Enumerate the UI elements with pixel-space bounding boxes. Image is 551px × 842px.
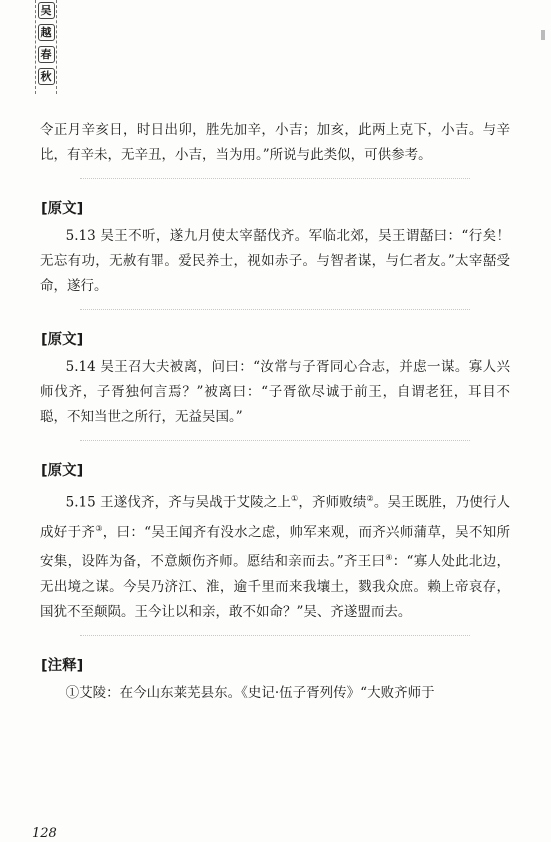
paragraph-5-15-part-a: 5.15 王遂伐齐，齐与吴战于艾陵之上 [65, 494, 292, 511]
paragraph-5-15-part-e: ：“寡人处此北边，无出境之谋。今吴乃济江、淮，逾千里而来我壤土，戮我众庶。赖上帝哀存，国犹不至颠陨。王今让以和亲，敢不如命？”吴、齐遂盟而去。 [40, 553, 510, 620]
section-heading-notes: [注释] [41, 657, 84, 674]
seal-char-4: 秋 [38, 68, 55, 85]
section-heading-original-3: [原文] [41, 463, 84, 479]
section-divider [80, 309, 470, 310]
page-number: 128 [32, 826, 57, 841]
page-edge-mark [541, 30, 545, 40]
section-divider [80, 178, 470, 179]
seal-char-3: 春 [38, 46, 55, 63]
note-ref-1: ① [291, 494, 299, 503]
note-1: ①艾陵：在今山东莱芜县东。《史记·伍子胥列传》“大败齐师于 [65, 684, 435, 701]
note-ref-4: ④ [385, 553, 393, 562]
paragraph-5-13: 5.13 吴王不听，遂九月使太宰嚭伐齐。军临北郊，吴王谓嚭曰：“行矣！无忘有功，无赦有罪。爱民养士，视如赤子。与智者谋，与仁者友。”太宰嚭受命，遂行。 [40, 228, 510, 294]
paragraph-5-15-part-b: ，齐师败绩 [298, 494, 367, 511]
seal-char-2: 越 [38, 24, 55, 41]
paragraph-5-15 [40, 486, 510, 625]
section-heading-original-1: [原文] [41, 201, 84, 217]
intro-paragraph: 令正月辛亥日，时日出卯，胜先加辛，小吉；加亥，此两上克下，小吉。与辛比，有辛未，无辛丑，小吉，当为用。”所说与此类似，可供参考。 [40, 122, 510, 163]
section-divider [80, 635, 470, 636]
section-heading-original-2: [原文] [41, 332, 84, 348]
note-ref-2: ② [366, 494, 374, 503]
seal-char-1: 吴 [38, 2, 55, 19]
paragraph-5-14: 5.14 吴王召大夫被离，问曰：“汝常与子胥同心合志，并虑一谋。寡人兴师伐齐，子胥独何言焉？”被离曰：“子胥欲尽诚于前王，自谓老狂，耳目不聪，不知当世之所行，无益吴国。” [40, 359, 510, 425]
binding-seal-column [35, 0, 57, 94]
section-divider [80, 440, 470, 441]
paragraph-5-15-part-d: ，曰：“吴王闻齐有没水之虑，帅军来观，而齐兴师蒲草，吴不知所安集，设阵为备，不意颇伤齐师。愿结和亲而去。”齐王曰 [40, 524, 511, 570]
paragraph-5-15-part-c: 。吴王既胜，乃使行人成好于齐 [40, 494, 511, 540]
page-body [40, 118, 510, 706]
note-ref-3: ③ [95, 523, 103, 533]
